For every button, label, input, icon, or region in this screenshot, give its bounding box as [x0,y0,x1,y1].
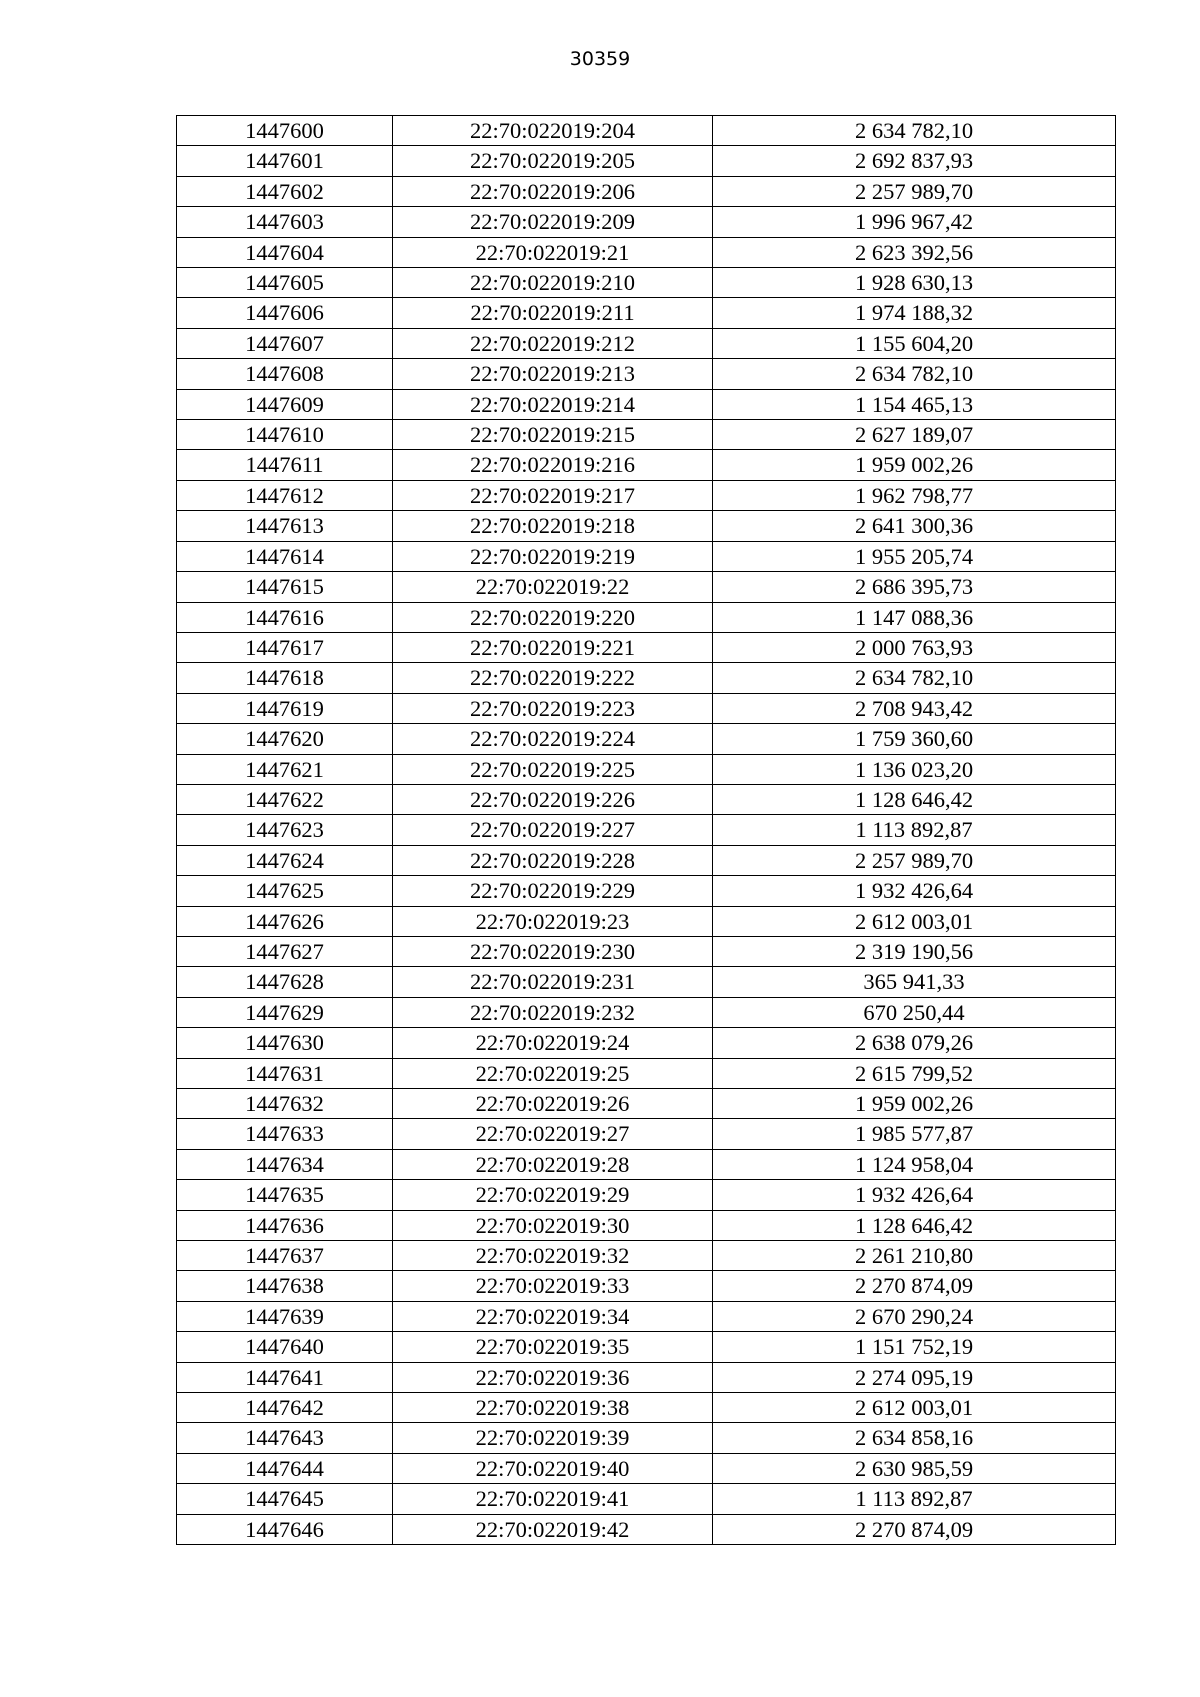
cadastral-number-cell: 22:70:022019:36 [393,1362,713,1392]
cadastral-number-cell: 22:70:022019:34 [393,1301,713,1331]
row-number-cell: 1447635 [177,1180,393,1210]
table-row [177,480,1116,510]
cadastral-number-cell: 22:70:022019:205 [393,146,713,176]
row-number-cell: 1447639 [177,1301,393,1331]
table-row [177,116,1116,146]
row-number-cell: 1447610 [177,420,393,450]
row-number-cell: 1447618 [177,663,393,693]
cadastral-number-cell: 22:70:022019:24 [393,1028,713,1058]
cadastral-value-cell: 2 270 874,09 [713,1514,1116,1544]
cadastral-value-cell: 2 257 989,70 [713,845,1116,875]
row-number-cell: 1447608 [177,359,393,389]
row-number-cell: 1447631 [177,1058,393,1088]
table-row [177,1362,1116,1392]
row-number-cell: 1447640 [177,1332,393,1362]
cadastral-number-cell: 22:70:022019:231 [393,967,713,997]
cadastral-number-cell: 22:70:022019:211 [393,298,713,328]
table-row [177,1058,1116,1088]
table-row [177,389,1116,419]
row-number-cell: 1447621 [177,754,393,784]
table-row [177,541,1116,571]
table-row [177,1089,1116,1119]
cadastral-value-cell: 670 250,44 [713,997,1116,1027]
cadastral-number-cell: 22:70:022019:38 [393,1393,713,1423]
table-row [177,1210,1116,1240]
table-row [177,1180,1116,1210]
cadastral-number-cell: 22:70:022019:204 [393,116,713,146]
table-row [177,359,1116,389]
cadastral-value-cell: 2 708 943,42 [713,693,1116,723]
cadastral-value-cell: 1 128 646,42 [713,784,1116,814]
row-number-cell: 1447602 [177,176,393,206]
row-number-cell: 1447634 [177,1149,393,1179]
cadastral-number-cell: 22:70:022019:227 [393,815,713,845]
cadastral-value-cell: 2 612 003,01 [713,1393,1116,1423]
table-row [177,906,1116,936]
row-number-cell: 1447616 [177,602,393,632]
cadastral-number-cell: 22:70:022019:33 [393,1271,713,1301]
cadastral-value-cell: 2 692 837,93 [713,146,1116,176]
cadastral-value-cell: 2 634 782,10 [713,359,1116,389]
cadastral-number-cell: 22:70:022019:41 [393,1484,713,1514]
row-number-cell: 1447637 [177,1241,393,1271]
table-row [177,1332,1116,1362]
cadastral-number-cell: 22:70:022019:39 [393,1423,713,1453]
row-number-cell: 1447611 [177,450,393,480]
row-number-cell: 1447632 [177,1089,393,1119]
cadastral-number-cell: 22:70:022019:23 [393,906,713,936]
cadastral-value-cell: 1 155 604,20 [713,328,1116,358]
row-number-cell: 1447638 [177,1271,393,1301]
table-row [177,328,1116,358]
table-row [177,572,1116,602]
cadastral-value-cell: 1 154 465,13 [713,389,1116,419]
row-number-cell: 1447643 [177,1423,393,1453]
row-number-cell: 1447620 [177,724,393,754]
table-row [177,1423,1116,1453]
row-number-cell: 1447630 [177,1028,393,1058]
row-number-cell: 1447613 [177,511,393,541]
row-number-cell: 1447615 [177,572,393,602]
cadastral-number-cell: 22:70:022019:42 [393,1514,713,1544]
cadastral-number-cell: 22:70:022019:229 [393,876,713,906]
cadastral-number-cell: 22:70:022019:29 [393,1180,713,1210]
row-number-cell: 1447633 [177,1119,393,1149]
cadastral-value-cell: 2 630 985,59 [713,1453,1116,1483]
cadastral-value-cell: 2 615 799,52 [713,1058,1116,1088]
cadastral-value-cell: 1 136 023,20 [713,754,1116,784]
row-number-cell: 1447607 [177,328,393,358]
cadastral-value-cell: 2 670 290,24 [713,1301,1116,1331]
table-row [177,237,1116,267]
cadastral-value-cell: 1 959 002,26 [713,450,1116,480]
cadastral-number-cell: 22:70:022019:209 [393,207,713,237]
table-row [177,511,1116,541]
row-number-cell: 1447625 [177,876,393,906]
table-row [177,1028,1116,1058]
table-row [177,936,1116,966]
cadastral-value-cell: 1 932 426,64 [713,1180,1116,1210]
cadastral-value-cell: 2 634 858,16 [713,1423,1116,1453]
cadastral-number-cell: 22:70:022019:210 [393,268,713,298]
table-row [177,967,1116,997]
cadastral-value-cell: 2 627 189,07 [713,420,1116,450]
cadastral-value-cell: 1 974 188,32 [713,298,1116,328]
cadastral-number-cell: 22:70:022019:226 [393,784,713,814]
cadastral-value-cell: 2 638 079,26 [713,1028,1116,1058]
cadastral-value-cell: 1 932 426,64 [713,876,1116,906]
cadastral-number-cell: 22:70:022019:222 [393,663,713,693]
table-row [177,1393,1116,1423]
cadastral-value-cell: 1 124 958,04 [713,1149,1116,1179]
table-row [177,784,1116,814]
table-row [177,298,1116,328]
table-row [177,268,1116,298]
cadastral-value-cell: 1 996 967,42 [713,207,1116,237]
cadastral-value-cell: 1 151 752,19 [713,1332,1116,1362]
cadastral-value-cell: 1 985 577,87 [713,1119,1116,1149]
cadastral-number-cell: 22:70:022019:217 [393,480,713,510]
table-row [177,207,1116,237]
cadastral-value-cell: 1 128 646,42 [713,1210,1116,1240]
table-row [177,815,1116,845]
cadastral-value-cell: 1 113 892,87 [713,1484,1116,1514]
table-row [177,176,1116,206]
row-number-cell: 1447600 [177,116,393,146]
row-number-cell: 1447626 [177,906,393,936]
cadastral-number-cell: 22:70:022019:28 [393,1149,713,1179]
row-number-cell: 1447641 [177,1362,393,1392]
table-row [177,1484,1116,1514]
row-number-cell: 1447642 [177,1393,393,1423]
cadastral-number-cell: 22:70:022019:206 [393,176,713,206]
row-number-cell: 1447624 [177,845,393,875]
row-number-cell: 1447627 [177,936,393,966]
row-number-cell: 1447644 [177,1453,393,1483]
table-row [177,997,1116,1027]
cadastral-number-cell: 22:70:022019:214 [393,389,713,419]
table-row [177,1514,1116,1544]
table-row [177,845,1116,875]
cadastral-number-cell: 22:70:022019:21 [393,237,713,267]
cadastral-number-cell: 22:70:022019:225 [393,754,713,784]
cadastral-number-cell: 22:70:022019:216 [393,450,713,480]
table-row [177,1149,1116,1179]
table-row [177,663,1116,693]
cadastral-value-cell: 2 274 095,19 [713,1362,1116,1392]
row-number-cell: 1447619 [177,693,393,723]
cadastral-number-cell: 22:70:022019:212 [393,328,713,358]
cadastral-value-cell: 2 634 782,10 [713,663,1116,693]
row-number-cell: 1447622 [177,784,393,814]
cadastral-value-cell: 2 623 392,56 [713,237,1116,267]
cadastral-value-cell: 1 113 892,87 [713,815,1116,845]
cadastral-value-cell: 2 319 190,56 [713,936,1116,966]
row-number-cell: 1447614 [177,541,393,571]
row-number-cell: 1447601 [177,146,393,176]
table-row [177,876,1116,906]
table-row [177,1453,1116,1483]
cadastral-number-cell: 22:70:022019:22 [393,572,713,602]
cadastral-value-cell: 2 641 300,36 [713,511,1116,541]
row-number-cell: 1447646 [177,1514,393,1544]
cadastral-value-cell: 1 959 002,26 [713,1089,1116,1119]
cadastral-value-cell: 1 759 360,60 [713,724,1116,754]
cadastral-value-cell: 1 147 088,36 [713,602,1116,632]
cadastral-number-cell: 22:70:022019:25 [393,1058,713,1088]
cadastral-value-cell: 2 270 874,09 [713,1271,1116,1301]
page-number: 30359 [569,48,631,70]
table-row [177,724,1116,754]
table-row [177,450,1116,480]
row-number-cell: 1447612 [177,480,393,510]
row-number-cell: 1447609 [177,389,393,419]
cadastral-number-cell: 22:70:022019:224 [393,724,713,754]
cadastral-number-cell: 22:70:022019:232 [393,997,713,1027]
cadastral-number-cell: 22:70:022019:230 [393,936,713,966]
cadastral-number-cell: 22:70:022019:32 [393,1241,713,1271]
row-number-cell: 1447629 [177,997,393,1027]
cadastral-number-cell: 22:70:022019:27 [393,1119,713,1149]
row-number-cell: 1447606 [177,298,393,328]
cadastral-number-cell: 22:70:022019:221 [393,632,713,662]
cadastral-value-cell: 2 612 003,01 [713,906,1116,936]
table-row [177,146,1116,176]
table-body [177,116,1116,1545]
row-number-cell: 1447617 [177,632,393,662]
row-number-cell: 1447636 [177,1210,393,1240]
table-row [177,1241,1116,1271]
cadastral-value-cell: 1 962 798,77 [713,480,1116,510]
cadastral-number-cell: 22:70:022019:213 [393,359,713,389]
cadastral-value-cell: 2 686 395,73 [713,572,1116,602]
row-number-cell: 1447628 [177,967,393,997]
cadastral-number-cell: 22:70:022019:35 [393,1332,713,1362]
cadastral-value-cell: 2 634 782,10 [713,116,1116,146]
cadastral-value-cell: 365 941,33 [713,967,1116,997]
cadastral-value-cell: 1 955 205,74 [713,541,1116,571]
table-row [177,420,1116,450]
cadastral-value-cell: 2 257 989,70 [713,176,1116,206]
table-row [177,1119,1116,1149]
row-number-cell: 1447604 [177,237,393,267]
cadastral-number-cell: 22:70:022019:40 [393,1453,713,1483]
row-number-cell: 1447645 [177,1484,393,1514]
cadastral-number-cell: 22:70:022019:215 [393,420,713,450]
row-number-cell: 1447623 [177,815,393,845]
row-number-cell: 1447603 [177,207,393,237]
cadastral-value-cell: 1 928 630,13 [713,268,1116,298]
table-row [177,1301,1116,1331]
cadastral-number-cell: 22:70:022019:228 [393,845,713,875]
cadastral-value-cell: 2 000 763,93 [713,632,1116,662]
table-row [177,1271,1116,1301]
table-row [177,693,1116,723]
cadastral-number-cell: 22:70:022019:223 [393,693,713,723]
cadastral-number-cell: 22:70:022019:219 [393,541,713,571]
cadastral-value-cell: 2 261 210,80 [713,1241,1116,1271]
table-row [177,632,1116,662]
cadastral-number-cell: 22:70:022019:30 [393,1210,713,1240]
table-row [177,602,1116,632]
cadastral-value-table [176,115,1116,1545]
cadastral-number-cell: 22:70:022019:26 [393,1089,713,1119]
cadastral-number-cell: 22:70:022019:220 [393,602,713,632]
cadastral-number-cell: 22:70:022019:218 [393,511,713,541]
row-number-cell: 1447605 [177,268,393,298]
table-row [177,754,1116,784]
